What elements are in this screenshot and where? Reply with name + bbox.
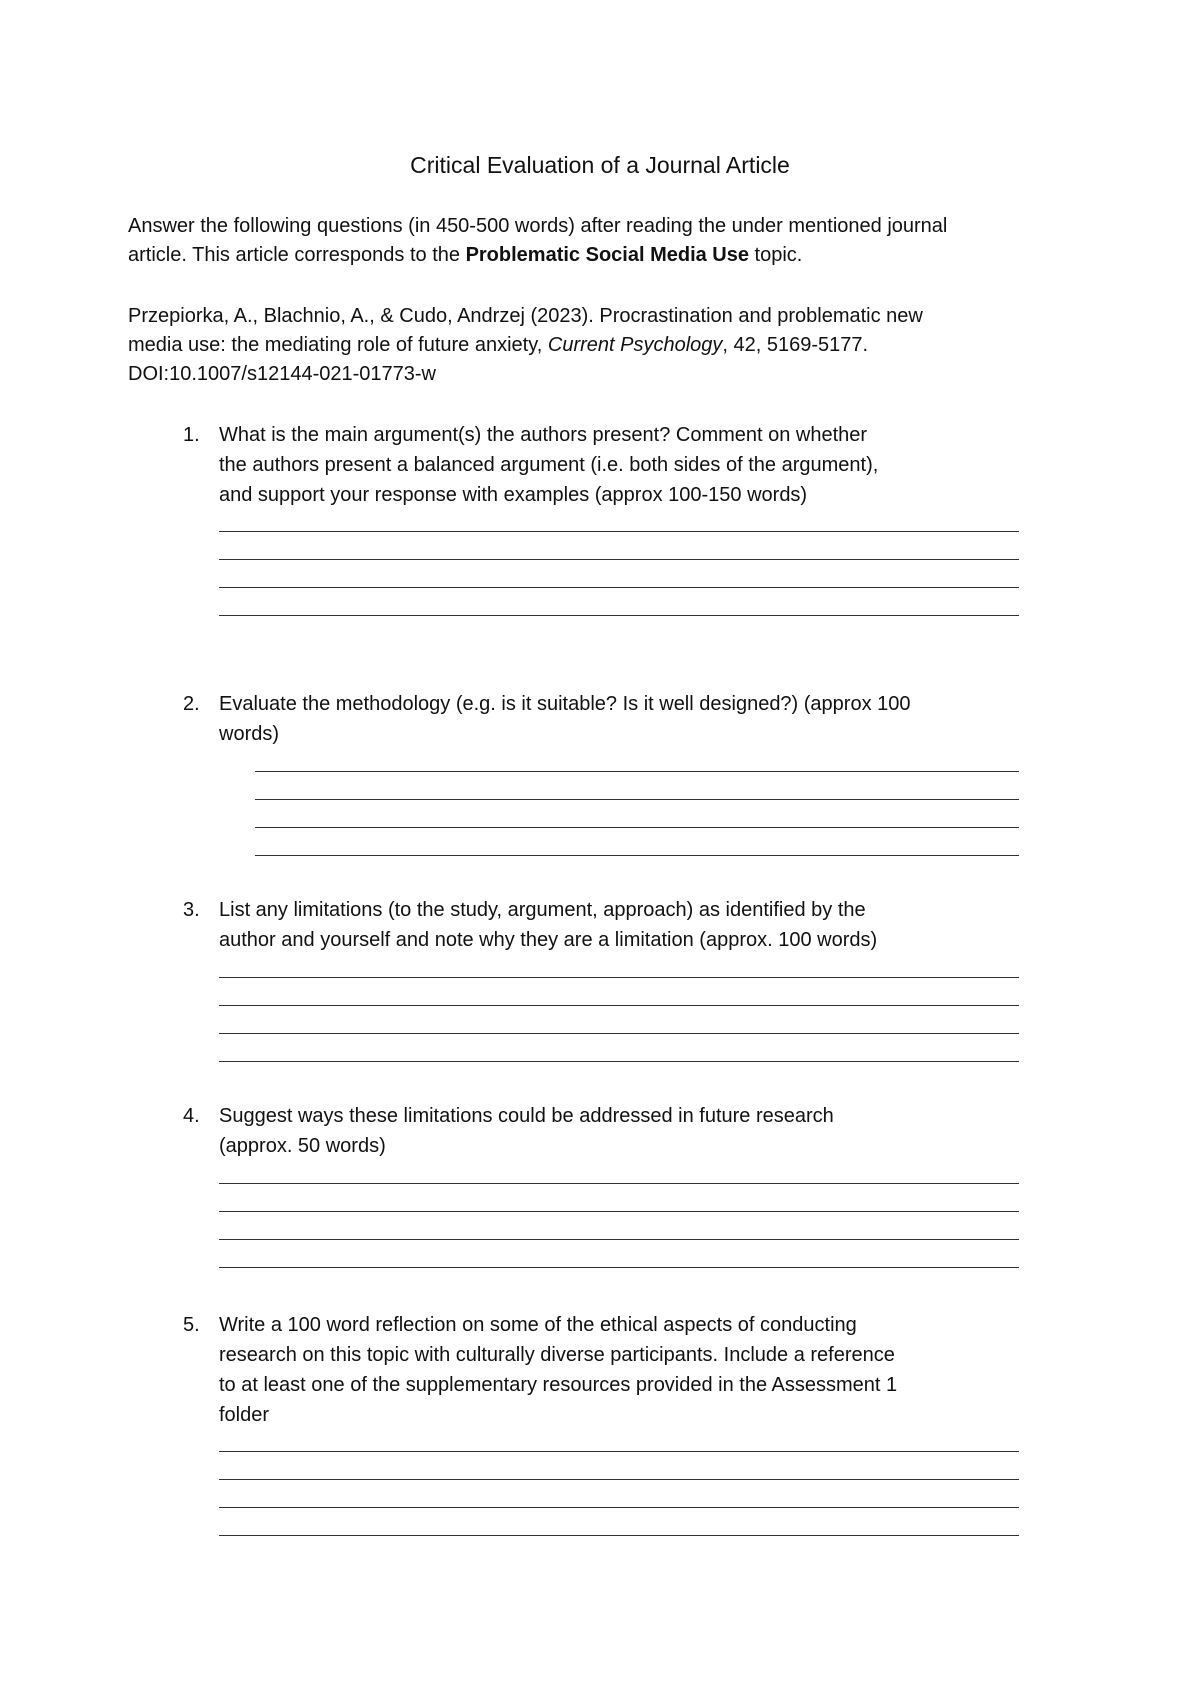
instructions-paragraph bbox=[128, 212, 1078, 270]
instructions-text: topic. bbox=[749, 244, 803, 266]
question-number: 1. bbox=[183, 424, 200, 446]
answer-line[interactable] bbox=[219, 1424, 1019, 1452]
question-text: words) bbox=[219, 723, 280, 745]
question-text: What is the main argument(s) the authors present? Comment on whether bbox=[219, 424, 868, 446]
answer-area-5[interactable] bbox=[219, 1424, 1019, 1536]
question-5 bbox=[183, 1310, 1059, 1430]
instructions-text: article. This article corresponds to the bbox=[128, 244, 466, 266]
answer-line[interactable] bbox=[219, 1240, 1019, 1268]
answer-line[interactable] bbox=[255, 772, 1019, 800]
answer-line[interactable] bbox=[219, 1480, 1019, 1508]
question-text: folder bbox=[219, 1404, 270, 1426]
question-2 bbox=[183, 689, 1059, 749]
question-text: research on this topic with culturally diverse participants. Include a reference bbox=[219, 1344, 895, 1366]
question-text: author and yourself and note why they are a limitation (approx. 100 words) bbox=[219, 929, 878, 951]
answer-area-3[interactable] bbox=[219, 950, 1019, 1062]
question-number: 5. bbox=[183, 1314, 200, 1336]
answer-line[interactable] bbox=[219, 588, 1019, 616]
journal-name: Current Psychology bbox=[547, 334, 723, 356]
instructions-line bbox=[128, 241, 1078, 270]
question-text: Evaluate the methodology (e.g. is it suitable? Is it well designed?) (approx 100 bbox=[219, 693, 911, 715]
answer-line[interactable] bbox=[219, 1452, 1019, 1480]
answer-line[interactable] bbox=[219, 978, 1019, 1006]
question-number: 4. bbox=[183, 1105, 200, 1127]
question-1 bbox=[183, 420, 1059, 510]
answer-line[interactable] bbox=[219, 1034, 1019, 1062]
answer-line[interactable] bbox=[219, 1508, 1019, 1536]
question-text: Suggest ways these limitations could be addressed in future research bbox=[219, 1105, 834, 1127]
answer-line[interactable] bbox=[219, 1184, 1019, 1212]
topic-name: Problematic Social Media Use bbox=[465, 244, 749, 266]
question-text: and support your response with examples (approx 100-150 words) bbox=[219, 484, 808, 506]
answer-line[interactable] bbox=[219, 532, 1019, 560]
question-4 bbox=[183, 1101, 1059, 1161]
citation-line bbox=[128, 331, 1078, 360]
answer-area-1[interactable] bbox=[219, 504, 1019, 616]
question-text: Write a 100 word reflection on some of the ethical aspects of conducting bbox=[219, 1314, 857, 1336]
answer-line[interactable] bbox=[219, 1156, 1019, 1184]
answer-line[interactable] bbox=[255, 828, 1019, 856]
citation-line: Przepiorka, A., Blachnio, A., & Cudo, Andrzej (2023). Procrastination and problematic new bbox=[128, 305, 923, 327]
answer-line[interactable] bbox=[219, 1006, 1019, 1034]
answer-area-2[interactable] bbox=[255, 744, 1019, 856]
answer-line[interactable] bbox=[255, 744, 1019, 772]
question-text: to at least one of the supplementary resources provided in the Assessment 1 bbox=[219, 1374, 898, 1396]
question-text: the authors present a balanced argument (i.e. both sides of the argument), bbox=[219, 454, 879, 476]
question-number: 2. bbox=[183, 693, 200, 715]
answer-line[interactable] bbox=[219, 504, 1019, 532]
answer-line[interactable] bbox=[255, 800, 1019, 828]
citation-text: , 42, 5169-5177. bbox=[722, 334, 869, 356]
question-3 bbox=[183, 895, 1059, 955]
document-title: Critical Evaluation of a Journal Article bbox=[410, 152, 790, 178]
answer-line[interactable] bbox=[219, 950, 1019, 978]
instructions-line: Answer the following questions (in 450-500 words) after reading the under mentioned journal bbox=[128, 215, 948, 237]
answer-line[interactable] bbox=[219, 1212, 1019, 1240]
citation-doi: DOI:10.1007/s12144-021-01773-w bbox=[128, 363, 436, 385]
citation-text: media use: the mediating role of future anxiety, bbox=[128, 334, 548, 356]
question-text: (approx. 50 words) bbox=[219, 1135, 386, 1157]
article-citation bbox=[128, 302, 1078, 389]
answer-area-4[interactable] bbox=[219, 1156, 1019, 1268]
answer-line[interactable] bbox=[219, 560, 1019, 588]
question-number: 3. bbox=[183, 899, 200, 921]
question-text: List any limitations (to the study, argument, approach) as identified by the bbox=[219, 899, 866, 921]
